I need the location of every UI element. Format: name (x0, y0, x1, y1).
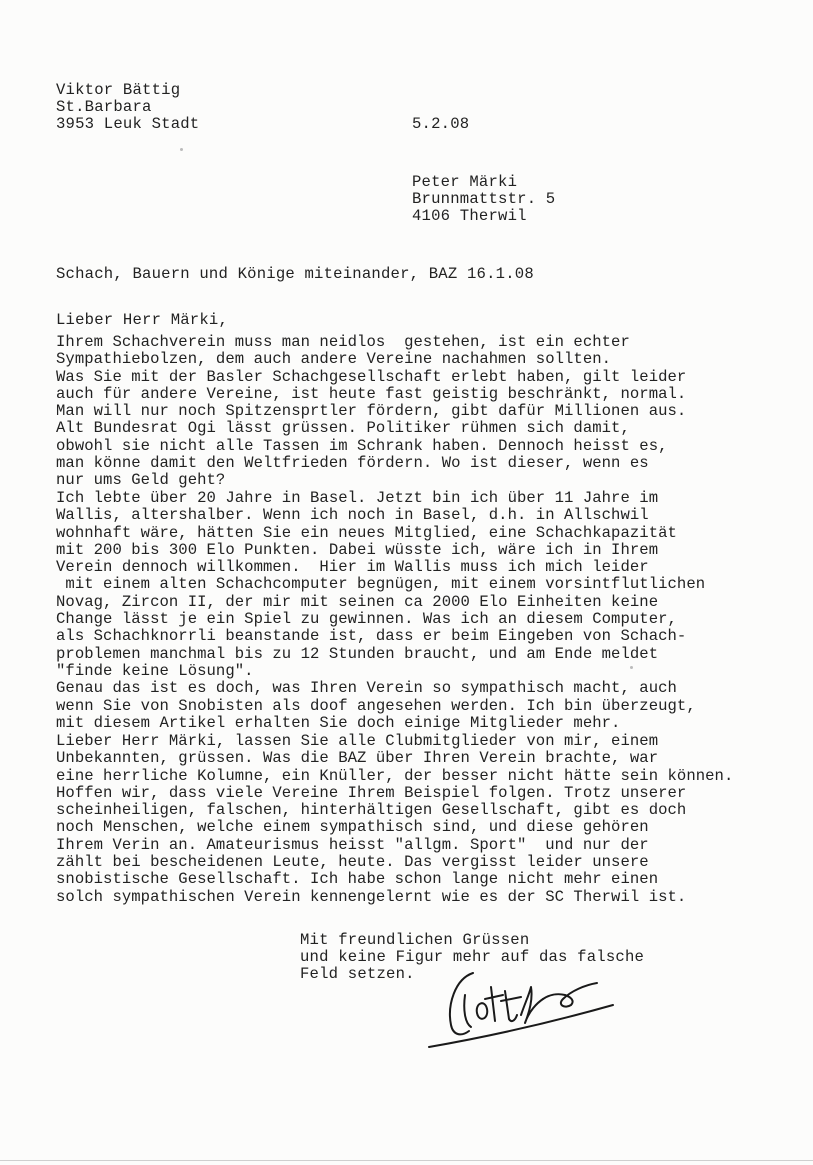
paragraph-line: scheinheiligen, falschen, hinterhältigen Gesellschaft, gibt es doch (56, 801, 687, 820)
letter-subject: Schach, Bauern und Könige miteinander, BAZ 16.1.08 (56, 265, 534, 283)
paragraph-line: Wallis, altershalber. Wenn ich noch in Basel, d.h. in Allschwil (56, 506, 649, 525)
paragraph-line: mit diesem Artikel erhalten Sie doch einige Mitglieder mehr. (56, 713, 621, 732)
recipient-name: Peter Märki (412, 173, 518, 191)
paragraph-line: Change lässt je ein Spiel zu gewinnen. Was ich an diesem Computer, (56, 610, 677, 629)
paragraph-line: auch für andere Vereine, ist heute fast geistig beschränkt, normal. (56, 384, 687, 403)
paragraph-line: Lieber Herr Märki, lassen Sie alle Clubmitglieder von mir, einem (56, 732, 659, 750)
paragraph-line: Unbekannten, grüssen. Was die BAZ über Ihren Verein brachte, war (56, 749, 659, 768)
sender-street: St.Barbara (56, 98, 152, 116)
paragraph-line: noch Menschen, welche einem sympathisch sind, und diese gehören (56, 818, 649, 837)
paragraph-line: Man will nur noch Spitzensprtler fördern, gibt dafür Millionen aus. (56, 402, 687, 421)
paragraph-line: wenn Sie von Snobisten als doof angesehen werden. Ich bin überzeugt, (56, 696, 696, 715)
paragraph-line: nur ums Geld geht? (56, 471, 226, 490)
paragraph-line: Ihrem Schachverein muss man neidlos gestehen, ist ein echter (56, 333, 630, 351)
paragraph-line: man könne damit den Weltfrieden fördern. Wo ist dieser, wenn es (56, 454, 649, 473)
paragraph-line: Sympathiebolzen, dem auch andere Vereine nachahmen sollten. (56, 350, 612, 369)
paragraph-line: als Schachknorrli beanstande ist, dass er beim Eingeben von Schach- (56, 627, 687, 646)
paragraph-line: wohnhaft wäre, hätten Sie ein neues Mitglied, eine Schachkapazität (56, 523, 677, 542)
paragraph-line: "finde keine Lösung". (56, 661, 254, 680)
salutation: Lieber Herr Märki, (56, 311, 229, 329)
paragraph-line: Ihrem Verin an. Amateurismus heisst "allgm. Sport" und nur der (56, 835, 649, 854)
paragraph-line: Verein dennoch willkommen. Hier im Wallis muss ich mich leider (56, 558, 649, 577)
closing-line: und keine Figur mehr auf das falsche (300, 948, 645, 966)
paragraph-line: Was Sie mit der Basler Schachgesellschaft erlebt haben, gilt leider (56, 367, 687, 386)
paragraph-line: mit 200 bis 300 Elo Punkten. Dabei wüsste ich, wäre ich in Ihrem (56, 540, 659, 559)
paragraph-line: Alt Bundesrat Ogi lässt grüssen. Politiker rühmen sich damit, (56, 419, 630, 438)
paragraph-line: solch sympathischen Verein kennengelernt wie es der SC Therwil ist. (56, 887, 687, 906)
closing-line: Feld setzen. (300, 965, 415, 983)
sender-city: 3953 Leuk Stadt (56, 115, 200, 133)
paragraph-line: Novag, Zircon II, der mir mit seinen ca 2000 Elo Einheiten keine (56, 592, 659, 611)
paragraph-1 (56, 334, 786, 490)
scan-speck (630, 666, 633, 669)
handwritten-signature (425, 965, 625, 1055)
paragraph-line: snobistische Gesellschaft. Ich habe schon lange nicht mehr einen (56, 870, 659, 889)
paragraph-line: obwohl sie nicht alle Tassen im Schrank haben. Dennoch heisst es, (56, 436, 668, 455)
paragraph-2 (56, 490, 786, 732)
letter-date: 5.2.08 (412, 115, 470, 133)
paragraph-line: Genau das ist es doch, was Ihren Verein so sympathisch macht, auch (56, 679, 677, 698)
paragraph-line: problemen manchmal bis zu 12 Stunden braucht, und am Ende meldet (56, 644, 659, 663)
scan-speck (180, 148, 183, 151)
paragraph-line: eine herrliche Kolumne, ein Knüller, der besser nicht hätte sein können. (56, 766, 734, 785)
paragraph-line: mit einem alten Schachcomputer begnügen, mit einem vorsintflutlichen (56, 575, 706, 594)
sender-name: Viktor Bättig (56, 81, 181, 99)
paragraph-line: Ich lebte über 20 Jahre in Basel. Jetzt bin ich über 11 Jahre im (56, 489, 659, 507)
closing-line: Mit freundlichen Grüssen (300, 931, 530, 949)
page-bottom-edge (0, 1160, 813, 1161)
recipient-street: Brunnmattstr. 5 (412, 190, 556, 208)
paragraph-line: Hoffen wir, dass viele Vereine Ihrem Beispiel folgen. Trotz unserer (56, 783, 687, 802)
paragraph-3 (56, 733, 786, 906)
recipient-city: 4106 Therwil (412, 207, 527, 225)
paragraph-line: zählt bei bescheidenen Leute, heute. Das vergisst leider unsere (56, 853, 649, 872)
